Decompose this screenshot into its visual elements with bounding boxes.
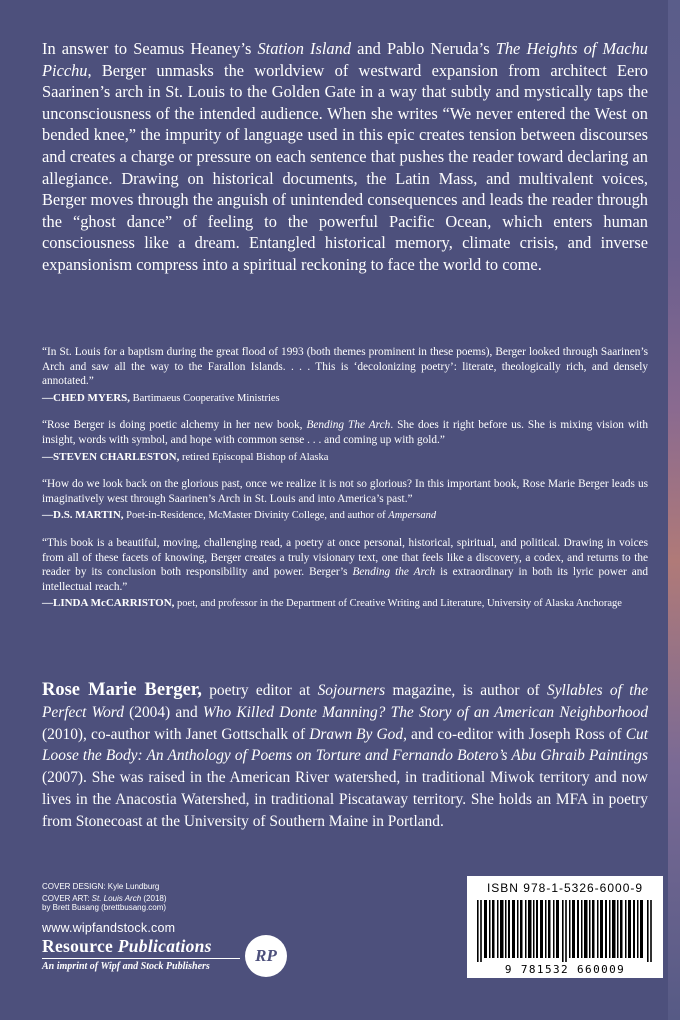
- cover-credits: COVER DESIGN: Kyle Lundburg COVER ART: St. Louis Arch (2018) by Brett Busang (brettbusang.com): [42, 882, 167, 913]
- isbn-barcode: [467, 876, 663, 978]
- book-description: In answer to Seamus Heaney’s Station Island and Pablo Neruda’s The Heights of Machu Picchu, Berger unmasks the worldview of westward expansion from architect Eero Saarinen’s arch in St. Louis to the Golden Gate in a way that subtly and mystically taps the unconsciousness of the intended audience. When she writes “We never entered the West on bended knee,” the impurity of language used in this epic creates tension between discourses and creates a charge or pressure on each sentence that pushes the reader toward declaring an allegiance. Drawing on historical documents, the Latin Mass, and multivalent voices, Berger moves through the anguish of unintended consequences and leads the reader through the “ghost dance” of feeling to the powerful Pacific Ocean, which enters human consciousness like a dream. Entangled historical memory, climate crisis, and inverse expansionism compress into a spiritual reckoning to face the world to come.: [42, 39, 648, 274]
- endorsement: “This book is a beautiful, moving, challenging read, a poetry at once personal, historical, spiritual, and political. Drawing in voices from all of these facets of knowing, Berger creates a truly visionary text, one that feels like a discovery, a codex, and returns to the reader by its conclusion both responsibility and power. Berger’s Bending the Arch is extraordinary in both its lyric power and intellectual reach.” —LINDA McCARRISTON, poet, and professor in the Department of Creative Writing and Literature, University of Alaska Anchorage: [42, 536, 649, 610]
- cover-art-edge: [668, 0, 680, 1020]
- isbn-digits: 9 781532 660009: [504, 963, 626, 976]
- author-name: Rose Marie Berger,: [42, 680, 202, 700]
- endorsement: “Rose Berger is doing poetic alchemy in her new book, Bending The Arch. She does it right before us. She is mixing vision with insight, words with symbol, and hope with common sense . . . and coming up with gold.” —STEVEN CHARLESTON, retired Episcopal Bishop of Alaska: [42, 419, 648, 463]
- publisher-divider: [42, 958, 240, 959]
- rp-logo-icon: RP: [245, 935, 287, 977]
- endorsements: [42, 345, 648, 624]
- publisher-url: www.wipfandstock.com: [42, 921, 176, 935]
- endorsement: “In St. Louis for a baptism during the great flood of 1993 (both themes prominent in these poems), Berger looked through Saarinen’s Arch and saw all the way to the Farallon Islands. . . . This is ‘decolonizing poetry’: literate, theologically rich, and densely annotated.” —CHED MYERS, Bartimaeus Cooperative Ministries: [42, 346, 648, 404]
- barcode-icon: [477, 900, 653, 962]
- endorsement: “How do we look back on the glorious past, once we realize it is not so glorious? In this important book, Rose Marie Berger leads us imaginatively west through Saarinen’s Arch in St. Louis and into America’s past.” —D.S. MARTIN, Poet-in-Residence, McMaster Divinity College, and author of Ampersand: [42, 478, 648, 522]
- author-bio: Rose Marie Berger, poetry editor at Sojourners magazine, is author of Syllables of the Perfect Word (2004) and Who Killed Donte Manning? The Story of an American Neighborhood (2010), co-author with Janet Gottschalk of Drawn By God, and co-editor with Joseph Ross of Cut Loose the Body: An Anthology of Poems on Torture and Fernando Botero’s Abu Ghraib Paintings (2007). She was raised in the American River watershed, in traditional Miwok territory and now lives in the Anacostia Watershed, in traditional Piscataway territory. She holds an MFA in poetry from Stonecoast at the University of Southern Maine in Portland.: [42, 680, 649, 830]
- publisher-name: Resource Publications: [42, 936, 212, 956]
- isbn-label: ISBN 978-1-5326-6000-9: [486, 881, 644, 895]
- publisher-imprint: An imprint of Wipf and Stock Publishers: [42, 961, 210, 972]
